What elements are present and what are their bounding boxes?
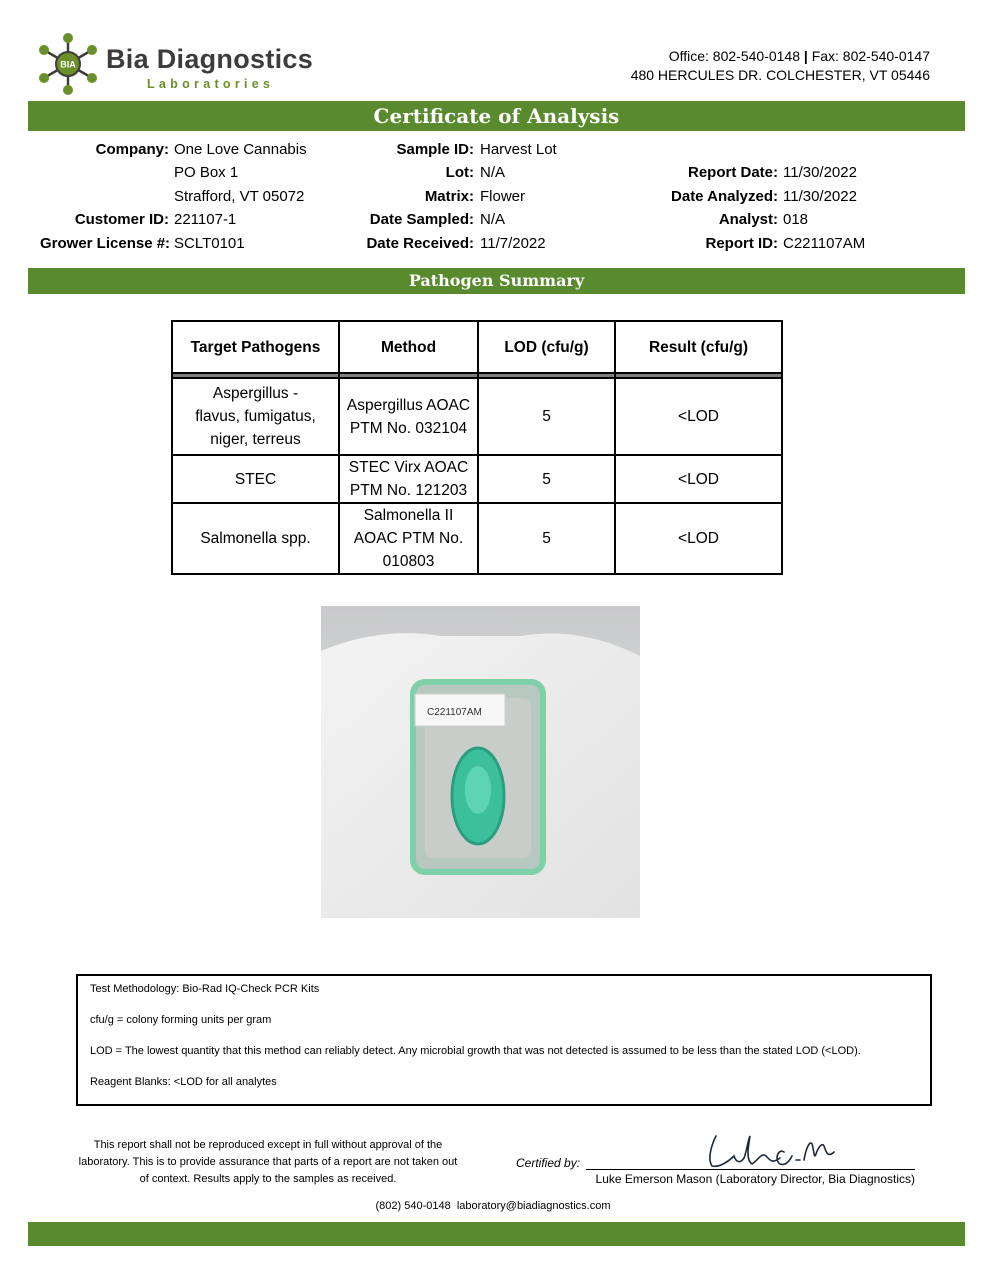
date-analyzed-label: Date Analyzed: xyxy=(671,188,778,205)
footer-contact xyxy=(0,1200,986,1212)
lot: N/A xyxy=(480,164,506,181)
header-result: Result (cfu/g) xyxy=(615,321,782,373)
table-row xyxy=(172,378,782,455)
date-received-label: Date Received: xyxy=(366,235,474,252)
notes-box xyxy=(76,974,932,1106)
report-id: C221107AM xyxy=(783,235,866,252)
result-cell: <LOD xyxy=(615,503,782,574)
lab-address: 480 HERCULES DR. COLCHESTER, VT 05446 xyxy=(630,67,930,83)
molecule-logo-icon xyxy=(36,32,100,96)
note-lod: LOD = The lowest quantity that this method can reliably detect. Any microbial growth that was not detected is assumed to be less than the stated LOD (<LOD). xyxy=(90,1045,861,1057)
pathogen-cell: STEC xyxy=(172,455,339,503)
result-cell: <LOD xyxy=(615,455,782,503)
result-cell: <LOD xyxy=(615,378,782,455)
lab-name: Bia Diagnostics xyxy=(106,44,314,74)
sample-container-image xyxy=(321,606,640,918)
company-label: Company: xyxy=(95,141,169,158)
header-method: Method xyxy=(339,321,478,373)
lot-label: Lot: xyxy=(445,164,474,181)
signature-line xyxy=(586,1169,915,1170)
header-target-pathogens: Target Pathogens xyxy=(172,321,339,373)
table-row xyxy=(172,455,782,503)
certified-by-label: Certified by: xyxy=(516,1156,581,1170)
pathogen-cell: Salmonella spp. xyxy=(172,503,339,574)
method-cell: Salmonella II AOAC PTM No. 010803 xyxy=(339,503,478,574)
lod-cell: 5 xyxy=(478,378,615,455)
disclaimer: This report shall not be reproduced except in full without approval of the laboratory. This is to provide assurance that parts of a report are not taken out of context. Results apply to the samples as received. xyxy=(78,1139,458,1185)
note-cfu: cfu/g = colony forming units per gram xyxy=(90,1014,272,1026)
customer-id-label: Customer ID: xyxy=(74,211,169,228)
lod-cell: 5 xyxy=(478,455,615,503)
container-label: C221107AM xyxy=(427,707,482,718)
footer-email: laboratory@biadiagnostics.com xyxy=(456,1200,611,1212)
section-title: Pathogen Summary xyxy=(28,268,965,294)
contact-separator: | xyxy=(803,48,808,64)
date-sampled-label: Date Sampled: xyxy=(369,211,474,228)
method-cell: Aspergillus AOAC PTM No. 032104 xyxy=(339,378,478,455)
footer-phone: (802) 540-0148 xyxy=(375,1200,451,1212)
table-header-row xyxy=(172,321,782,373)
pathogen-table xyxy=(171,320,783,575)
pathogen-cell: Aspergillus - flavus, fumigatus, niger, terreus xyxy=(172,378,339,455)
matrix-label: Matrix: xyxy=(424,188,474,205)
matrix: Flower xyxy=(480,188,526,205)
lab-subtitle: Laboratories xyxy=(147,77,275,91)
footer-band xyxy=(28,1222,965,1246)
report-id-label: Report ID: xyxy=(705,235,778,252)
date-sampled: N/A xyxy=(480,211,506,228)
company-name: One Love Cannabis xyxy=(174,141,307,158)
analyst: 018 xyxy=(783,211,809,228)
lod-cell: 5 xyxy=(478,503,615,574)
sample-id-label: Sample ID: xyxy=(396,141,474,158)
note-reagent-blanks: Reagent Blanks: <LOD for all analytes xyxy=(90,1076,277,1088)
report-date-label: Report Date: xyxy=(687,164,778,181)
company-address-1: PO Box 1 xyxy=(174,164,239,181)
company-address-2: Strafford, VT 05072 xyxy=(174,188,305,205)
report-date: 11/30/2022 xyxy=(783,164,857,181)
signature-image xyxy=(700,1130,840,1170)
office-phone: Office: 802-540-0148 xyxy=(668,48,800,64)
lab-contact xyxy=(631,47,930,85)
customer-id: 221107-1 xyxy=(174,211,237,228)
lab-logo xyxy=(36,30,314,96)
grower-license-label: Grower License #: xyxy=(40,235,171,252)
certificate-title: Certificate of Analysis xyxy=(28,101,965,131)
header-lod: LOD (cfu/g) xyxy=(478,321,615,373)
sample-id: Harvest Lot xyxy=(480,141,557,158)
note-methodology: Test Methodology: Bio-Rad IQ-Check PCR Kits xyxy=(90,983,320,995)
logo-mark-text: BIA xyxy=(60,59,76,70)
method-cell: STEC Virx AOAC PTM No. 121203 xyxy=(339,455,478,503)
fax-number: Fax: 802-540-0147 xyxy=(811,48,930,64)
grower-license: SCLT0101 xyxy=(174,235,245,252)
date-analyzed: 11/30/2022 xyxy=(783,188,857,205)
date-received: 11/7/2022 xyxy=(480,235,546,252)
signatory-name: Luke Emerson Mason (Laboratory Director, Bia Diagnostics) xyxy=(595,1172,915,1186)
analyst-label: Analyst: xyxy=(718,211,778,228)
sample-photo xyxy=(321,606,640,918)
table-row xyxy=(172,503,782,574)
